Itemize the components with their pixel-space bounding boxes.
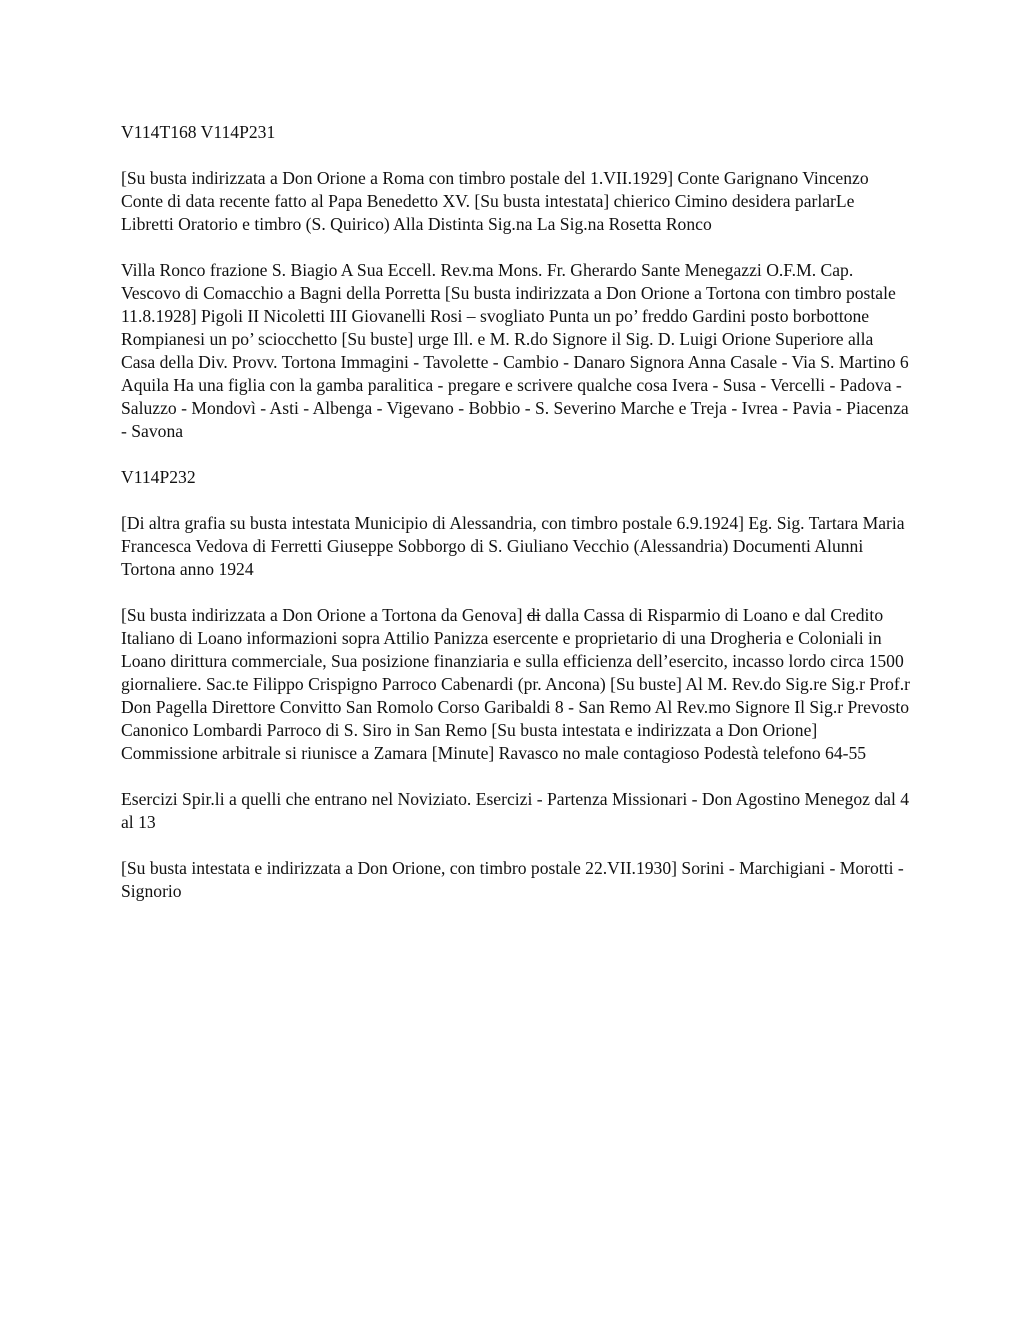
- struck-text: di: [526, 605, 541, 625]
- paragraph-5: Esercizi Spir.li a quelli che entrano nel Noviziato. Esercizi - Partenza Missionari - Don Agostino Menegoz dal 4 al 13: [121, 789, 910, 832]
- paragraph-1: [Su busta indirizzata a Don Orione a Roma con timbro postale del 1.VII.1929] Conte Garignano Vincenzo Conte di data recente fatto al Papa Benedetto XV. [Su busta intestata] chierico Cimino desidera parlarLe Libretti Oratorio e timbro (S. Quirico) Alla Distinta Sig.na La Sig.na Rosetta Ronco: [121, 168, 869, 234]
- paragraph-4-after: dalla Cassa di Risparmio di Loano e dal Credito Italiano di Loano informazioni sopra Attilio Panizza esercente e proprietario di una Drogheria e Coloniali in Loano dirittura commerciale, Sua posizione finanziaria e sulla efficienza dell’esercito, incasso lordo circa 1500 giornaliere. Sac.te Filippo Crispigno Parroco Cabenardi (pr. Ancona) [Su buste] Al M. Rev.do Sig.re Sig.r Prof.r Don Pagella Direttore Convitto San Romolo Corso Garibaldi 8 - San Remo Al Rev.mo Signore Il Sig.r Prevosto Canonico Lombardi Parroco di S. Siro in San Remo [Su busta intestata e indirizzata a Don Orione] Commissione arbitrale si riunisce a Zamara [Minute] Ravasco no male contagioso Podestà telefono 64-55: [121, 605, 910, 763]
- paragraph-4-before: [Su busta indirizzata a Don Orione a Tortona da Genova]: [121, 605, 527, 625]
- paragraph-3: [Di altra grafia su busta intestata Municipio di Alessandria, con timbro postale 6.9.1924] Eg. Sig. Tartara Maria Francesca Vedova di Ferretti Giuseppe Sobborgo di S. Giuliano Vecchio (Alessandria) Documenti Alunni Tortona anno 1924: [121, 513, 905, 579]
- document-heading: V114T168 V114P231: [121, 122, 276, 142]
- paragraph-2: Villa Ronco frazione S. Biagio A Sua Eccell. Rev.ma Mons. Fr. Gherardo Sante Menegazzi O.F.M. Cap. Vescovo di Comacchio a Bagni della Porretta [Su busta indirizzata a Don Orione a Tortona con timbro postale 11.8.1928] Pigoli II Nicoletti III Giovanelli Rosi – svogliato Punta un po’ freddo Gardini posto borbottone Rompianesi un po’ sciocchetto [Su buste] urge Ill. e M. R.do Signore il Sig. D. Luigi Orione Superiore alla Casa della Div. Provv. Tortona Immagini - Tavolette - Cambio - Danaro Signora Anna Casale - Via S. Martino 6 Aquila Ha una figlia con la gamba paralitica - pregare e scrivere qualche cosa Ivera - Susa - Vercelli - Padova - Saluzzo - Mondovì - Asti - Albenga - Vigevano - Bobbio - S. Severino Marche e Treja - Ivrea - Pavia - Piacenza - Savona: [121, 260, 909, 441]
- paragraph-6: [Su busta intestata e indirizzata a Don Orione, con timbro postale 22.VII.1930] Sorini - Marchigiani - Morotti - Signorio: [121, 858, 904, 901]
- document-heading-2: V114P232: [121, 467, 196, 487]
- paragraph-4: [121, 604, 911, 765]
- document-body: [121, 121, 911, 926]
